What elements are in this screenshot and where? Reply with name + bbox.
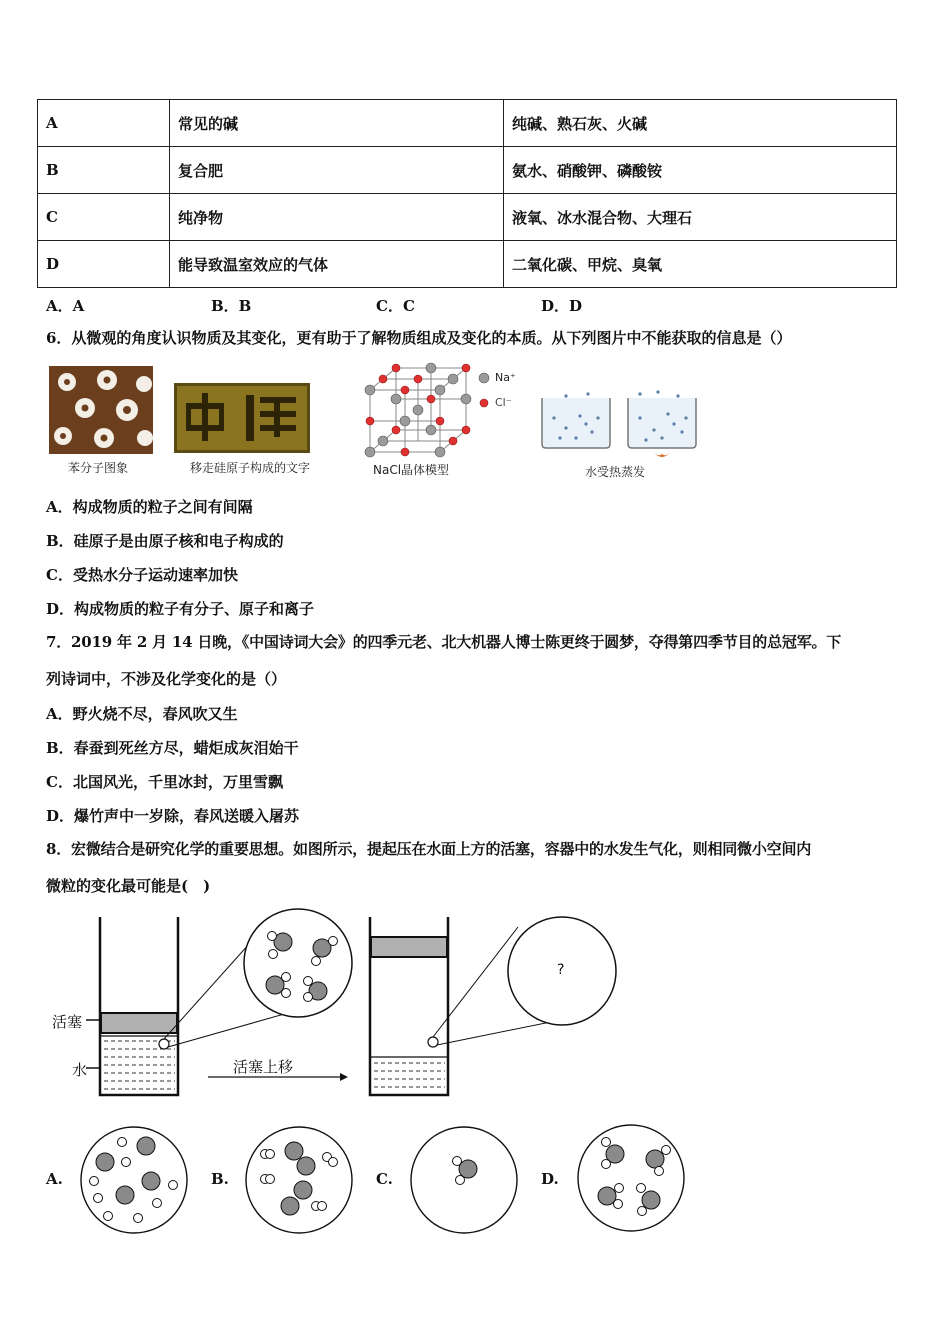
row-label: C (38, 194, 170, 241)
row-label: D (38, 241, 170, 288)
legend-cl: Cl⁻ (495, 396, 512, 409)
caption-benzene: 苯分子图象 (68, 461, 129, 475)
row-label: A (38, 100, 170, 147)
caption-silicon: 移走硅原子构成的文字 (190, 461, 311, 475)
q8-option-c-label[interactable]: C. (376, 1170, 393, 1188)
caption-water: 水受热蒸发 (585, 465, 646, 479)
row-examples: 液氧、冰水混合物、大理石 (504, 194, 897, 241)
table-row (38, 147, 897, 194)
q8-option-d-label[interactable]: D. (541, 1170, 559, 1188)
q6-option-a[interactable]: A．构成物质的粒子之间有间隔 (46, 498, 253, 516)
table-row (38, 100, 897, 147)
cl-legend-icon (480, 399, 488, 407)
row-examples: 二氧化碳、甲烷、臭氧 (504, 241, 897, 288)
q8-option-b-label[interactable]: B. (211, 1170, 229, 1188)
piston-label: 活塞 (52, 1013, 83, 1031)
q7-option-a[interactable]: A．野火烧不尽，春风吹又生 (46, 705, 238, 723)
question-mark: ? (557, 962, 565, 978)
q5-option-b[interactable]: B．B (211, 297, 252, 315)
q8-option-b-circle[interactable] (243, 1124, 355, 1236)
na-legend-icon (479, 373, 489, 383)
q8-option-c-circle[interactable] (408, 1124, 520, 1236)
q7-stem-line1: 7．2019 年 2 月 14 日晚，《中国诗词大会》的四季元老、北大机器人博士陈更终于圆梦，夺得第四季节目的总冠军。下 (46, 633, 842, 651)
row-examples: 氨水、硝酸钾、磷酸铵 (504, 147, 897, 194)
q8-stem-line2: 微粒的变化最可能是( ) (46, 877, 211, 895)
water-label: 水 (72, 1061, 88, 1079)
row-examples: 纯碱、熟石灰、火碱 (504, 100, 897, 147)
q8-option-a-label[interactable]: A. (46, 1170, 63, 1188)
q6-stem: 6．从微观的角度认识物质及其变化，更有助于了解物质组成及变化的本质。从下列图片中不能获取的信息是（） (46, 329, 792, 347)
legend-na: Na⁺ (495, 371, 516, 384)
q6-option-c[interactable]: C．受热水分子运动速率加快 (46, 566, 238, 584)
q5-option-d[interactable]: D．D (541, 297, 583, 315)
water-evaporation-image (536, 388, 708, 464)
row-label: B (38, 147, 170, 194)
row-category: 常见的碱 (170, 100, 504, 147)
benzene-image (49, 366, 153, 454)
q8-option-a-circle[interactable] (78, 1124, 190, 1236)
q7-stem-line2: 列诗词中，不涉及化学变化的是（） (46, 670, 287, 688)
row-category: 纯净物 (170, 194, 504, 241)
arrow-label: 活塞上移 (233, 1058, 294, 1076)
table-row (38, 241, 897, 288)
silicon-text-image (174, 383, 310, 453)
caption-nacl: NaCl晶体模型 (373, 463, 450, 477)
q5-option-c[interactable]: C．C (376, 297, 415, 315)
q6-option-d[interactable]: D．构成物质的粒子有分子、原子和离子 (46, 600, 315, 618)
q8-stem-line1: 8．宏微结合是研究化学的重要思想。如图所示，提起压在水面上方的活塞，容器中的水发生气化，则相同微小空间内 (46, 840, 812, 858)
row-category: 复合肥 (170, 147, 504, 194)
q8-option-d-circle[interactable] (575, 1122, 687, 1234)
table-row (38, 194, 897, 241)
q7-option-c[interactable]: C．北国风光，千里冰封，万里雪飘 (46, 773, 283, 791)
q7-option-d[interactable]: D．爆竹声中一岁除，春风送暖入屠苏 (46, 807, 300, 825)
row-category: 能导致温室效应的气体 (170, 241, 504, 288)
classification-table (37, 99, 897, 288)
piston-diagram (40, 905, 640, 1105)
q6-option-b[interactable]: B．硅原子是由原子核和电子构成的 (46, 532, 284, 550)
q5-option-a[interactable]: A．A (46, 297, 85, 315)
q7-option-b[interactable]: B．春蚕到死丝方尽，蜡炬成灰泪始干 (46, 739, 299, 757)
